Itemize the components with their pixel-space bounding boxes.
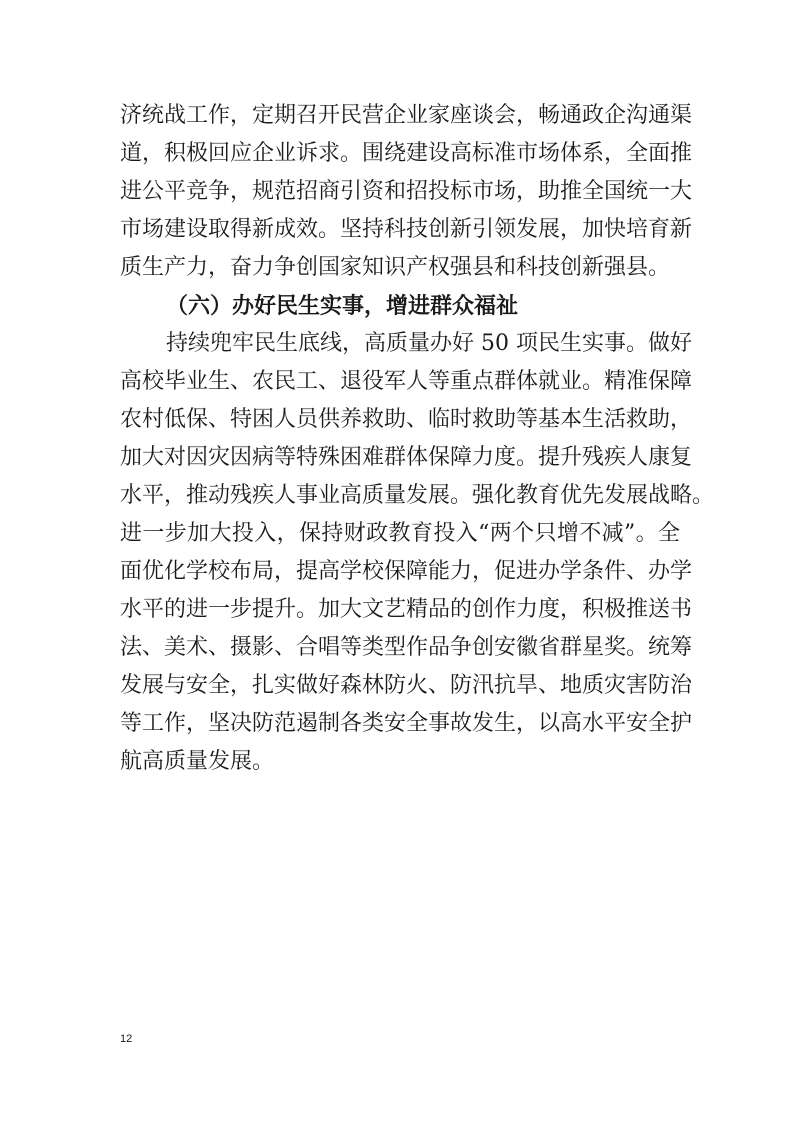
page-number: 12: [120, 1033, 133, 1045]
body-text-line: 水平的进一步提升。加大文艺精品的创作力度，积极推送书: [120, 597, 693, 622]
body-text-line: 市场建设取得新成效。坚持科技创新引领发展，加快培育新: [120, 217, 693, 242]
body-text-line: 进一步加大投入，保持财政教育投入“两个只增不减”。全: [120, 521, 680, 546]
body-text-line: 水平，推动残疾人事业高质量发展。强化教育优先发展战略。: [120, 483, 715, 508]
body-text-line: 面优化学校布局，提高学校保障能力，促进办学条件、办学: [120, 559, 693, 584]
body-text-line: 发展与安全，扎实做好森林防火、防汛抗旱、地质灾害防治: [120, 673, 693, 698]
body-text-line: 道，积极回应企业诉求。围绕建设高标准市场体系，全面推: [120, 141, 693, 166]
body-text-line: 质生产力，奋力争创国家知识产权强县和科技创新强县。: [120, 255, 671, 280]
body-text-line: 加大对因灾因病等特殊困难群体保障力度。提升残疾人康复: [120, 445, 693, 470]
body-text-line: 进公平竞争，规范招商引资和招投标市场，助推全国统一大: [120, 179, 693, 204]
body-text-line: 持续兜牢民生底线，高质量办好 50 项民生实事。做好: [166, 331, 692, 356]
body-text-line: 法、美术、摄影、合唱等类型作品争创安徽省群星奖。统筹: [120, 635, 693, 660]
section-heading: （六）办好民生实事，增进群众福祉: [166, 293, 519, 319]
body-text-line: 航高质量发展。: [120, 749, 275, 774]
body-text-line: 农村低保、特困人员供养救助、临时救助等基本生活救助，: [120, 407, 693, 432]
body-text-line: 济统战工作，定期召开民营企业家座谈会，畅通政企沟通渠: [120, 103, 693, 128]
body-text-line: 高校毕业生、农民工、退役军人等重点群体就业。精准保障: [120, 369, 693, 394]
body-text-line: 等工作，坚决防范遏制各类安全事故发生，以高水平安全护: [120, 711, 693, 736]
